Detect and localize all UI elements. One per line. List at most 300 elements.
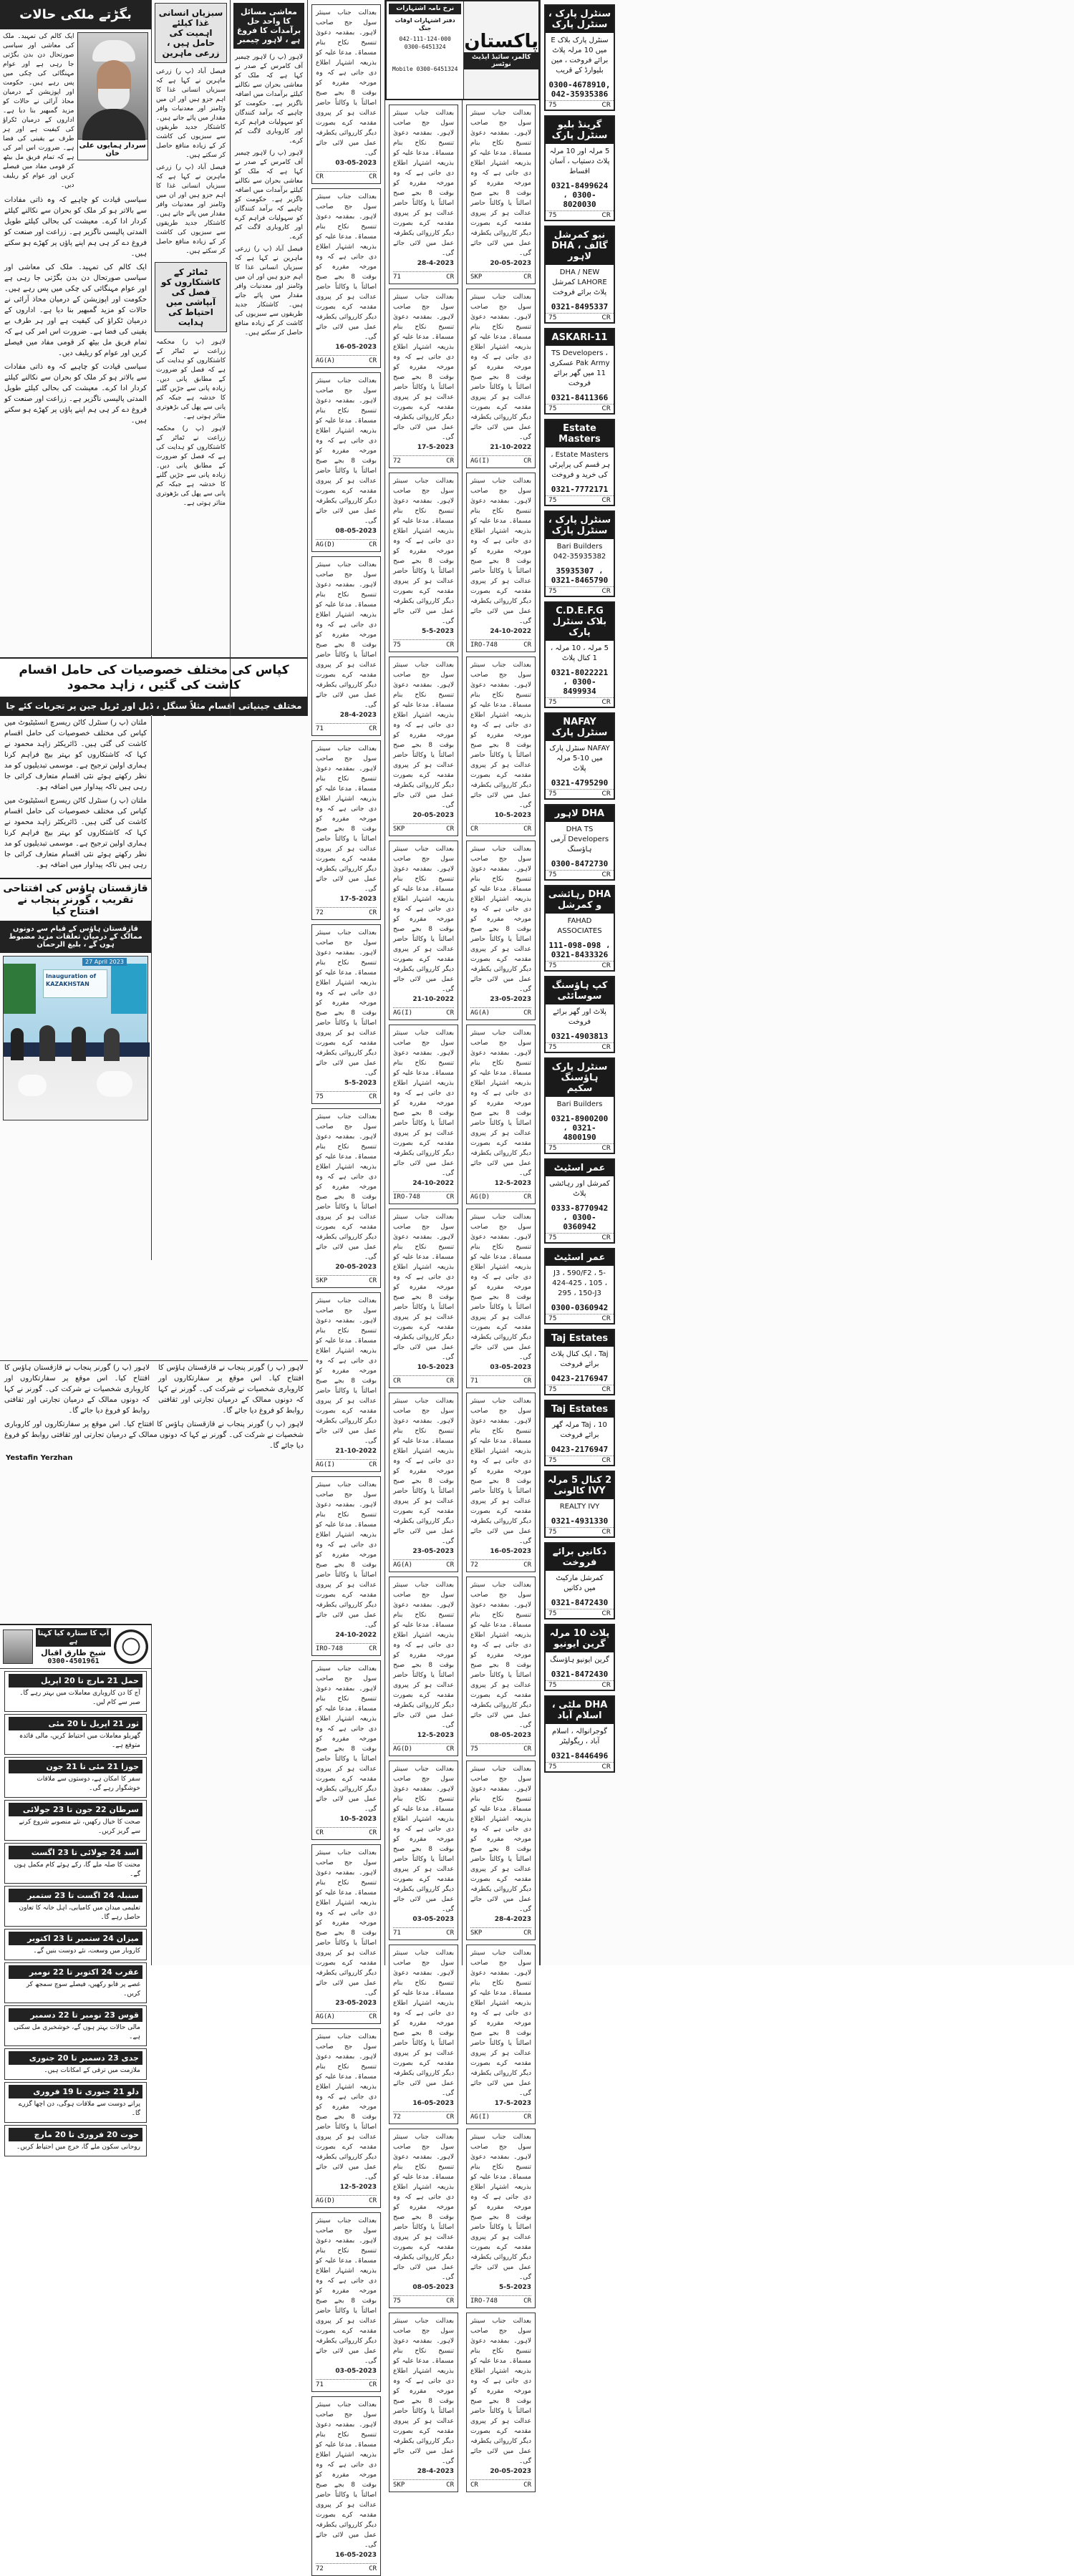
court-notice-ref: CR (446, 641, 454, 649)
ad-phone: 111-098-098 ، 0321-8433326 (548, 941, 611, 959)
court-notice (311, 1108, 381, 1288)
article1-text-more: ایک کالم کی تمہید۔ ملک کی معاشی اور سیاسی صورتحال دن بدن بگڑتی جا رہی ہے اور عوام مہنگائی کی چکی میں پس رہے ہیں۔ حکومت اور اپوزیشن کے درمیان محاذ آرائی نے حالات کو مزید گمبھیر بنا دیا ہے۔ اداروں کے درمیان ٹکراؤ کی کیفیت ہے اور ہر طرف بے یقینی کی فضا ہے۔ ضرورت اس امر کی ہے کہ تمام فریق مل بیٹھ کر قومی مفاد میں فیصلے کریں اور عوام کو ریلیف دیں۔ (4, 263, 147, 357)
ad-title: 2 کنال 5 مرلہ IVY کالونی (546, 1472, 614, 1499)
court-notice-code: 75 (316, 1093, 324, 1100)
cotton-text-cont: ملتان (پ ر) سنٹرل کاٹن ریسرچ انسٹیٹیوٹ میں کپاس کی مختلف خصوصیات کی حامل اقسام کاشت کی گئی ہیں۔ ڈائریکٹر زاہد محمود نے کہا کہ کاشتکاروں کو بہتر بیج فراہم کرنا ہماری اولین ترجیح ہے۔ موسمی تبدیلیوں کو مد نظر رکھتے ہوئے نئی اقسام متعارف کرائی جا رہی ہیں تاکہ پیداوار میں اضافہ ہو۔ (4, 797, 147, 869)
property-ad (544, 1158, 615, 1244)
court-notice-ref: CR (523, 2297, 531, 2305)
court-notice (389, 289, 458, 468)
court-notice-text: بعدالت جناب سینئر سول جج صاحب لاہور۔ بمقدمہ دعویٰ تنسیخ نکاح بنام مسماۃ۔ مدعا علیہ کو بذریعہ اشتہار اطلاع دی جاتی ہے کہ وہ مورخہ مقررہ کو بوقت 8 بجے صبح اصالتاً یا وکالتاً حاضر عدالت ہو کر پیروی مقدمہ کرے بصورت دیگر کارروائی یکطرفہ عمل میں لائی جائے گی۔ (393, 1398, 454, 1545)
zodiac-sign-text: روحانی سکون ملے گا، خرچ میں احتیاط کریں۔ (16, 2144, 140, 2151)
zodiac-sign-text: کاروبار میں وسعت، نئے دوست بنیں گے۔ (33, 1947, 140, 1955)
zodiac-sign-name: ثور 21 اپریل تا 20 مئی (9, 1717, 142, 1730)
kazakhstan-text-1: لاہور (پ ر) گورنر پنجاب نے قازقستان ہاؤس کا افتتاح کیا۔ اس موقع پر سفارتکاروں اور کاروباری شخصیات نے شرکت کی۔ گورنر نے کہا کہ دونوں ممالک کے درمیان تجارتی اور ثقافتی روابط کو فروغ دیا جائے گا۔ (4, 1364, 150, 1415)
court-notice-ref: CR (446, 1193, 454, 1201)
ad-code: 75 (548, 1529, 557, 1536)
property-ad (544, 510, 615, 597)
court-notices-column-a (308, 0, 385, 2572)
court-notice (389, 1025, 458, 1204)
horoscope-author: شیخ طارق اقبال (41, 1648, 106, 1657)
ad-ref: CR (601, 588, 611, 595)
ad-ref: CR (601, 699, 611, 706)
chamber-text-cont: لاہور (پ ر) لاہور چیمبر آف کامرس کے صدر نے کہا ہے کہ ملک کو معاشی بحران سے نکالنے کیلئے برآمدات میں اضافہ ناگزیر ہے۔ حکومت کو چاہیے کہ برآمد کنندگان کو سہولیات فراہم کرے اور کاروباری لاگت کم کرے۔ (235, 150, 303, 241)
zodiac-sign-name: سنبلہ 24 اگست تا 23 ستمبر (9, 1889, 142, 1902)
zodiac-sign (4, 1757, 147, 1798)
court-notice (311, 4, 381, 184)
court-notice (311, 924, 381, 1104)
court-notice-ref: CR (523, 457, 531, 465)
court-notice-code: AG(D) (316, 2197, 336, 2204)
court-notice-text: بعدالت جناب سینئر سول جج صاحب لاہور۔ بمقدمہ دعویٰ تنسیخ نکاح بنام مسماۃ۔ مدعا علیہ کو بذریعہ اشتہار اطلاع دی جاتی ہے کہ وہ مورخہ مقررہ کو بوقت 8 بجے صبح اصالتاً یا وکالتاً حاضر عدالت ہو کر پیروی مقدمہ کرے بصورت دیگر کارروائی یکطرفہ عمل میں لائی جائے گی۔ (316, 561, 377, 709)
ad-ref: CR (601, 1682, 611, 1689)
court-notice (311, 188, 381, 368)
court-notice-date: 24-10-2022 (335, 1632, 377, 1639)
court-notice-code: 75 (393, 2297, 401, 2305)
court-notice (466, 2129, 536, 2308)
court-notice-ref: CR (369, 173, 377, 180)
tomato-text: لاہور (پ ر) محکمہ زراعت نے ٹماٹر کے کاشتکاروں کو ہدایت کی ہے کہ فصل کو ضرورت کے مطابق پانی دیں۔ زیادہ پانی سے جڑیں گلنے کا خدشہ ہے جبکہ کم پانی سے پھل کی بڑھوتری متاثر ہوتی ہے۔ (156, 339, 226, 420)
property-ad (544, 4, 615, 111)
court-notice-ref: CR (446, 457, 454, 465)
court-notice-date: 28-4-2023 (417, 260, 454, 267)
court-notice-code: CR (393, 1377, 401, 1385)
masthead-subtitle: کالمز، سائیڈ ایڈیٹ نوٹسز (464, 52, 538, 69)
zodiac-sign-name: اسد 24 جولائی تا 23 اگست (9, 1846, 142, 1859)
court-notice (389, 1761, 458, 1940)
property-ad (544, 712, 615, 800)
court-notice-date: 03-05-2023 (412, 1916, 454, 1923)
zodiac-sign-name: قوس 23 نومبر تا 22 دسمبر (9, 2008, 142, 2022)
court-notice-code: AG(A) (316, 357, 336, 364)
court-notice-date: 12-5-2023 (494, 1180, 531, 1187)
court-notice-date: 5-5-2023 (498, 2284, 531, 2291)
ad-phone: 0321-8446496 (551, 1751, 609, 1761)
property-ad (544, 1248, 615, 1325)
court-notice-code: AG(I) (470, 457, 490, 465)
columnist-caption: سردار ہمایوں علی خان (77, 140, 149, 160)
court-notice-code: CR (470, 2481, 478, 2489)
ad-body: 5 مرلہ اور 10 مرلہ پلاٹ دستیاب ، آسان اقساط (549, 147, 610, 175)
zodiac-sign-text: غصے پر قابو رکھیں، فیصلے سوچ سمجھ کر کریں۔ (26, 1981, 140, 1998)
ad-code: 75 (548, 1386, 557, 1393)
court-notice-ref: CR (369, 541, 377, 548)
court-notice-date: 20-05-2023 (490, 260, 531, 267)
court-notice-text: بعدالت جناب سینئر سول جج صاحب لاہور۔ بمقدمہ دعویٰ تنسیخ نکاح بنام مسماۃ۔ مدعا علیہ کو بذریعہ اشتہار اطلاع دی جاتی ہے کہ وہ مورخہ مقررہ کو بوقت 8 بجے صبح اصالتاً یا وکالتاً حاضر عدالت ہو کر پیروی مقدمہ کرے بصورت دیگر کارروائی یکطرفہ عمل میں لائی جائے گی۔ (393, 2318, 454, 2465)
ad-title: ASKARI-11 (546, 329, 614, 346)
court-notice-text: بعدالت جناب سینئر سول جج صاحب لاہور۔ بمقدمہ دعویٰ تنسیخ نکاح بنام مسماۃ۔ مدعا علیہ کو بذریعہ اشتہار اطلاع دی جاتی ہے کہ وہ مورخہ مقررہ کو بوقت 8 بجے صبح اصالتاً یا وکالتاً حاضر عدالت ہو کر پیروی مقدمہ کرے بصورت دیگر کارروائی یکطرفہ عمل میں لائی جائے گی۔ (470, 1582, 531, 1729)
court-notice-code: AG(I) (393, 1009, 413, 1017)
court-notice-code: SKP (393, 2481, 405, 2489)
court-notice-ref: CR (446, 2113, 454, 2121)
court-notice-code: AG(D) (393, 1745, 413, 1753)
court-notice (466, 2313, 536, 2492)
court-notice-text: بعدالت جناب سینئر سول جج صاحب لاہور۔ بمقدمہ دعویٰ تنسیخ نکاح بنام مسماۃ۔ مدعا علیہ کو بذریعہ اشتہار اطلاع دی جاتی ہے کہ وہ مورخہ مقررہ کو بوقت 8 بجے صبح اصالتاً یا وکالتاً حاضر عدالت ہو کر پیروی مقدمہ کرے بصورت دیگر کارروائی یکطرفہ عمل میں لائی جائے گی۔ (470, 1214, 531, 1361)
ad-body: Estate Masters ، ہر قسم کی پراپرٹی کی خرید و فروخت (549, 451, 610, 479)
court-notice-date: 21-10-2022 (490, 444, 531, 451)
court-notice-ref: CR (446, 1929, 454, 1937)
court-notice-code: AG(I) (316, 1461, 336, 1468)
horoscope-phone: 0300-4501961 (47, 1657, 100, 1665)
court-notice-ref: CR (523, 1745, 531, 1753)
property-ad (544, 226, 615, 324)
court-notice-date: 10-5-2023 (494, 812, 531, 819)
ad-body: FAHAD ASSOCIATES (557, 917, 602, 935)
court-notice (466, 1577, 536, 1756)
ad-title: پلاٹ 10 مرلہ گرین ایونیو (546, 1625, 614, 1652)
court-notice-date: 16-05-2023 (490, 1548, 531, 1555)
kazakhstan-text-2: لاہور (پ ر) گورنر پنجاب نے قازقستان ہاؤس کا افتتاح کیا۔ اس موقع پر سفارتکاروں اور کاروباری شخصیات نے شرکت کی۔ گورنر نے کہا کہ دونوں ممالک کے درمیان تجارتی اور ثقافتی روابط کو فروغ دیا جائے گا۔ (158, 1364, 304, 1415)
ad-phone: 0321-4795290 (551, 778, 609, 788)
court-notice-date: 16-05-2023 (335, 344, 377, 351)
ad-title: سنٹرل پارک ، سنٹرل پارک (546, 6, 614, 33)
court-notice (389, 841, 458, 1020)
court-notice-ref: CR (369, 2565, 377, 2572)
ad-phone: 35935307 ، 0321-8465790 (551, 566, 609, 585)
court-notice-text: بعدالت جناب سینئر سول جج صاحب لاہور۔ بمقدمہ دعویٰ تنسیخ نکاح بنام مسماۃ۔ مدعا علیہ کو بذریعہ اشتہار اطلاع دی جاتی ہے کہ وہ مورخہ مقررہ کو بوقت 8 بجے صبح اصالتاً یا وکالتاً حاضر عدالت ہو کر پیروی مقدمہ کرے بصورت دیگر کارروائی یکطرفہ عمل میں لائی جائے گی۔ (393, 2134, 454, 2281)
photo-banner: Inauguration of KAZAKHSTAN (43, 969, 107, 998)
article1-title: بگڑتے ملکی حالات (0, 0, 151, 29)
court-notice (389, 1577, 458, 1756)
zodiac-sign (4, 2048, 147, 2080)
court-notice-date: 20-05-2023 (490, 2468, 531, 2475)
zodiac-list (0, 1671, 151, 2156)
court-notice-text: بعدالت جناب سینئر سول جج صاحب لاہور۔ بمقدمہ دعویٰ تنسیخ نکاح بنام مسماۃ۔ مدعا علیہ کو بذریعہ اشتہار اطلاع دی جاتی ہے کہ وہ مورخہ مقررہ کو بوقت 8 بجے صبح اصالتاً یا وکالتاً حاضر عدالت ہو کر پیروی مقدمہ کرے بصورت دیگر کارروائی یکطرفہ عمل میں لائی جائے گی۔ (470, 294, 531, 441)
court-notice-date: 23-05-2023 (412, 1548, 454, 1555)
ad-code: 75 (548, 212, 557, 219)
court-notice-ref: CR (523, 273, 531, 281)
court-notice (311, 1476, 381, 1656)
ad-code: 75 (548, 962, 557, 969)
zodiac-sign (4, 1714, 147, 1755)
ad-body: سنٹرل پارک بلاک E میں 10 مرلہ پلاٹ برائے فروخت ، مین بلیوارڈ کے قریب (551, 37, 609, 74)
court-notice-code: 71 (316, 2381, 324, 2388)
court-notice-ref: CR (523, 825, 531, 833)
court-notice (311, 1844, 381, 2024)
court-notice-date: 20-05-2023 (335, 1264, 377, 1271)
court-notice-date: 28-4-2023 (417, 2468, 454, 2475)
court-notice-ref: CR (523, 1193, 531, 1201)
horoscope-title: آپ کا ستارہ کیا کہتا ہے (36, 1628, 111, 1647)
court-notice-ref: CR (369, 1645, 377, 1652)
ad-phone: 0321-8499624 ، 0300-8020030 (551, 181, 609, 209)
property-ad (544, 1329, 615, 1395)
zodiac-wheel-icon (114, 1630, 148, 1664)
ad-code: 75 (548, 871, 557, 878)
ad-ref: CR (601, 497, 611, 504)
chamber-text: لاہور (پ ر) لاہور چیمبر آف کامرس کے صدر نے کہا ہے کہ ملک کو معاشی بحران سے نکالنے کیلئے برآمدات میں اضافہ ناگزیر ہے۔ حکومت کو چاہیے کہ برآمد کنندگان کو سہولیات فراہم کرے اور کاروباری لاگت کم کرے۔ (235, 54, 303, 145)
court-notice-date: 10-5-2023 (417, 1364, 454, 1371)
court-notices-column-b (385, 100, 463, 2489)
ad-code: 75 (548, 102, 557, 109)
court-notice-code: IRO-748 (470, 2297, 498, 2305)
ad-body: 5 مرلہ ، 10 مرلہ ، 1 کنال پلاٹ (550, 644, 609, 662)
court-notice-date: 20-05-2023 (412, 812, 454, 819)
court-notice-text: بعدالت جناب سینئر سول جج صاحب لاہور۔ بمقدمہ دعویٰ تنسیخ نکاح بنام مسماۃ۔ مدعا علیہ کو بذریعہ اشتہار اطلاع دی جاتی ہے کہ وہ مورخہ مقررہ کو بوقت 8 بجے صبح اصالتاً یا وکالتاً حاضر عدالت ہو کر پیروی مقدمہ کرے بصورت دیگر کارروائی یکطرفہ عمل میں لائی جائے گی۔ (393, 1950, 454, 2097)
zodiac-sign-name: حمل 21 مارچ تا 20 اپریل (9, 1674, 142, 1688)
zodiac-sign (4, 1886, 147, 1927)
ad-code: 75 (548, 1610, 557, 1617)
ad-ref: CR (601, 871, 611, 878)
court-notice-code: SKP (470, 1929, 483, 1937)
zodiac-sign (4, 1929, 147, 1960)
ad-ref: CR (601, 1315, 611, 1322)
court-notice-code: IRO-748 (316, 1645, 343, 1652)
court-notice (466, 841, 536, 1020)
court-notice-date: 24-10-2022 (490, 628, 531, 635)
court-notice (389, 1945, 458, 2124)
phone-2: 0300-6451324 (404, 44, 446, 50)
court-notice-date: 12-5-2023 (417, 1732, 454, 1739)
vegetables-text: فیصل آباد (پ ر) زرعی ماہرین نے کہا ہے کہ سبزیاں انسانی غذا کا اہم جزو ہیں اور ان میں وٹامنز اور معدنیات وافر مقدار میں پائے جاتے ہیں۔ کاشتکار جدید طریقوں سے سبزیوں کی کاشت کر کے زیادہ منافع حاصل کر سکتے ہیں۔ (156, 68, 226, 159)
court-notice (311, 2028, 381, 2208)
ad-title: دکانیں برائے فروخت (546, 1544, 614, 1571)
property-ad (544, 115, 615, 221)
ad-body: Taj ، 10 مرلہ گھر برائے فروخت (552, 1421, 607, 1439)
ad-code: 75 (548, 699, 557, 706)
property-ad (544, 976, 615, 1053)
court-notice-code: AG(A) (316, 2013, 336, 2020)
ad-body: کمرشل اور رہائشی پلاٹ (549, 1180, 610, 1198)
property-ad (544, 1624, 615, 1691)
zodiac-sign-text: گھریلو معاملات میں احتیاط کریں، مالی فائدہ متوقع ہے۔ (19, 1733, 140, 1749)
court-notice (311, 2212, 381, 2392)
court-notice-ref: CR (446, 2481, 454, 2489)
ad-body: پلاٹ اور گھر برائے فروخت (553, 1008, 606, 1026)
zodiac-sign (4, 1800, 147, 1841)
court-notice-date: 03-05-2023 (490, 1364, 531, 1371)
property-ad (544, 1471, 615, 1538)
ad-code: 75 (548, 1457, 557, 1464)
court-notice-date: 17-5-2023 (339, 896, 377, 903)
court-notice-code: 72 (393, 2113, 401, 2121)
court-notice-ref: CR (446, 1377, 454, 1385)
zodiac-sign-text: صحت کا خیال رکھیں، نئے منصوبے شروع کرنے سے گریز کریں۔ (19, 1819, 140, 1835)
court-notice-code: IRO-748 (470, 641, 498, 649)
court-notice-code: AG(D) (316, 541, 336, 548)
ad-phone: 0300-8472730 (551, 859, 609, 868)
ad-body: Taj ، ایک کنال پلاٹ برائے فروخت (551, 1350, 609, 1368)
court-notice-ref: CR (523, 2481, 531, 2489)
ad-ref: CR (601, 1145, 611, 1152)
ad-code: 75 (548, 314, 557, 321)
court-notice-ref: CR (369, 909, 377, 916)
court-notice (389, 2313, 458, 2492)
ad-body: گوجرانوالہ ، اسلام آباد ، ریگولیٹر (552, 1728, 607, 1745)
court-notice-text: بعدالت جناب سینئر سول جج صاحب لاہور۔ بمقدمہ دعویٰ تنسیخ نکاح بنام مسماۃ۔ مدعا علیہ کو بذریعہ اشتہار اطلاع دی جاتی ہے کہ وہ مورخہ مقررہ کو بوقت 8 بجے صبح اصالتاً یا وکالتاً حاضر عدالت ہو کر پیروی مقدمہ کرے بصورت دیگر کارروائی یکطرفہ عمل میں لائی جائے گی۔ (316, 2217, 377, 2365)
kazakhstan-signature: Yestafin Yerzhan (6, 1454, 73, 1462)
ad-phone: 0321-8495337 (551, 302, 609, 311)
ad-body: گرین ایونیو ہاؤسنگ (550, 1656, 609, 1664)
court-notice-ref: CR (369, 1829, 377, 1836)
ad-phone: 0321-8472430 (551, 1670, 609, 1679)
ad-ref: CR (601, 790, 611, 798)
ad-title: Taj Estates (546, 1401, 614, 1418)
ad-body: کمرشل مارکیٹ میں دکانیں (556, 1574, 604, 1592)
ad-ref: CR (601, 962, 611, 969)
court-notice-text: بعدالت جناب سینئر سول جج صاحب لاہور۔ بمقدمہ دعویٰ تنسیخ نکاح بنام مسماۃ۔ مدعا علیہ کو بذریعہ اشتہار اطلاع دی جاتی ہے کہ وہ مورخہ مقررہ کو بوقت 8 بجے صبح اصالتاً یا وکالتاً حاضر عدالت ہو کر پیروی مقدمہ کرے بصورت دیگر کارروائی یکطرفہ عمل میں لائی جائے گی۔ (316, 1297, 377, 1445)
court-notice-date: 5-5-2023 (421, 628, 454, 635)
ad-code: 75 (548, 405, 557, 412)
ad-phone: 0321-8022221 ، 0300-8499934 (551, 668, 609, 696)
property-ad (544, 804, 615, 881)
ad-phone: 0423-2176947 (551, 1374, 609, 1383)
ad-code: 75 (548, 1234, 557, 1241)
ad-body: J3 ، 590/F2 ، 5-424-425 ، 105 ، 295 ، 150-J3 (552, 1269, 607, 1297)
office-title: دفتر اشتہارات اوقات جنگ (395, 17, 455, 32)
ad-title: Estate Masters (546, 420, 614, 447)
court-notice-ref: CR (369, 2381, 377, 2388)
rates-title: نرخ نامہ اشتہارات (389, 4, 461, 14)
photo-date: 27 April 2023 (82, 958, 127, 966)
court-notice-code: IRO-748 (393, 1193, 420, 1201)
mobile-number: Mobile 0300-6451324 (392, 66, 458, 72)
court-notice (389, 473, 458, 652)
kazakhstan-text-3: لاہور (پ ر) گورنر پنجاب نے قازقستان ہاؤس کا افتتاح کیا۔ اس موقع پر سفارتکاروں اور کاروباری شخصیات نے شرکت کی۔ گورنر نے کہا کہ دونوں ممالک کے درمیان تجارتی اور ثقافتی روابط کو فروغ دیا جائے گا۔ (4, 1420, 304, 1450)
court-notice-date: 28-4-2023 (494, 1916, 531, 1923)
court-notice (466, 105, 536, 284)
court-notice (389, 1393, 458, 1572)
zodiac-sign-name: دلو 21 جنوری تا 19 فروری (9, 2085, 142, 2098)
court-notice-ref: CR (446, 273, 454, 281)
court-notice-ref: CR (369, 2197, 377, 2204)
court-notice-text: بعدالت جناب سینئر سول جج صاحب لاہور۔ بمقدمہ دعویٰ تنسیخ نکاح بنام مسماۃ۔ مدعا علیہ کو بذریعہ اشتہار اطلاع دی جاتی ہے کہ وہ مورخہ مقررہ کو بوقت 8 بجے صبح اصالتاً یا وکالتاً حاضر عدالت ہو کر پیروی مقدمہ کرے بصورت دیگر کارروائی یکطرفہ عمل میں لائی جائے گی۔ (316, 1849, 377, 1997)
court-notice (311, 1292, 381, 1472)
court-notice-ref: CR (369, 2013, 377, 2020)
property-ad (544, 601, 615, 708)
court-notice-text: بعدالت جناب سینئر سول جج صاحب لاہور۔ بمقدمہ دعویٰ تنسیخ نکاح بنام مسماۃ۔ مدعا علیہ کو بذریعہ اشتہار اطلاع دی جاتی ہے کہ وہ مورخہ مقررہ کو بوقت 8 بجے صبح اصالتاً یا وکالتاً حاضر عدالت ہو کر پیروی مقدمہ کرے بصورت دیگر کارروائی یکطرفہ عمل میں لائی جائے گی۔ (316, 745, 377, 893)
ad-ref: CR (601, 1529, 611, 1536)
court-notice-code: 71 (393, 1929, 401, 1937)
court-notice-ref: CR (446, 825, 454, 833)
court-notice-code: AG(A) (470, 1009, 490, 1017)
court-notice (466, 473, 536, 652)
court-notice (389, 105, 458, 284)
ad-ref: CR (601, 1386, 611, 1393)
chamber-headline: معاشی مسائل کا واحد حل برآمدات کا فروغ ہے ، لاہور چیمبر (233, 3, 304, 49)
court-notice (311, 740, 381, 920)
court-notice-code: CR (470, 825, 478, 833)
court-notice-text: بعدالت جناب سینئر سول جج صاحب لاہور۔ بمقدمہ دعویٰ تنسیخ نکاح بنام مسماۃ۔ مدعا علیہ کو بذریعہ اشتہار اطلاع دی جاتی ہے کہ وہ مورخہ مقررہ کو بوقت 8 بجے صبح اصالتاً یا وکالتاً حاضر عدالت ہو کر پیروی مقدمہ کرے بصورت دیگر کارروائی یکطرفہ عمل میں لائی جائے گی۔ (393, 1582, 454, 1729)
court-notice-date: 23-05-2023 (335, 2000, 377, 2007)
zodiac-sign-text: آج کا دن کاروباری معاملات میں بہتر رہے گا۔ صبر سے کام لیں۔ (19, 1690, 140, 1706)
court-notice-ref: CR (446, 1009, 454, 1017)
court-notice-text: بعدالت جناب سینئر سول جج صاحب لاہور۔ بمقدمہ دعویٰ تنسیخ نکاح بنام مسماۃ۔ مدعا علیہ کو بذریعہ اشتہار اطلاع دی جاتی ہے کہ وہ مورخہ مقررہ کو بوقت 8 بجے صبح اصالتاً یا وکالتاً حاضر عدالت ہو کر پیروی مقدمہ کرے بصورت دیگر کارروائی یکطرفہ عمل میں لائی جائے گی۔ (393, 1766, 454, 1913)
ad-body: REALTY IVY (559, 1503, 600, 1511)
zodiac-sign-name: جدی 23 دسمبر تا 20 جنوری (9, 2051, 142, 2065)
ad-code: 75 (548, 1145, 557, 1152)
court-notice-text: بعدالت جناب سینئر سول جج صاحب لاہور۔ بمقدمہ دعویٰ تنسیخ نکاح بنام مسماۃ۔ مدعا علیہ کو بذریعہ اشتہار اطلاع دی جاتی ہے کہ وہ مورخہ مقررہ کو بوقت 8 بجے صبح اصالتاً یا وکالتاً حاضر عدالت ہو کر پیروی مقدمہ کرے بصورت دیگر کارروائی یکطرفہ عمل میں لائی جائے گی۔ (470, 2134, 531, 2281)
zodiac-sign (4, 2005, 147, 2046)
property-ad (544, 1695, 615, 1773)
court-notice-code: 71 (393, 273, 401, 281)
court-notice (466, 1945, 536, 2124)
vegetables-text-cont: فیصل آباد (پ ر) زرعی ماہرین نے کہا ہے کہ سبزیاں انسانی غذا کا اہم جزو ہیں اور ان میں وٹامنز اور معدنیات وافر مقدار میں پائے جاتے ہیں۔ کاشتکار جدید طریقوں سے سبزیوں کی کاشت کر کے زیادہ منافع حاصل کر سکتے ہیں۔ (156, 164, 226, 255)
court-notice-date: 16-05-2023 (335, 2552, 377, 2559)
zodiac-sign (4, 1671, 147, 1712)
property-ad (544, 328, 615, 415)
property-ad (544, 1542, 615, 1619)
chamber-text-more: فیصل آباد (پ ر) زرعی ماہرین نے کہا ہے کہ سبزیاں انسانی غذا کا اہم جزو ہیں اور ان میں وٹامنز اور معدنیات وافر مقدار میں پائے جاتے ہیں۔ کاشتکار جدید طریقوں سے سبزیوں کی کاشت کر کے زیادہ منافع حاصل کر سکتے ہیں۔ (235, 246, 303, 336)
ad-body: Bari Builders 042-35935382 (553, 543, 606, 561)
court-notice (466, 289, 536, 468)
ad-code: 75 (548, 1315, 557, 1322)
vegetables-headline: سبزیاں انسانی غذا کیلئے اہمیت کی حامل ہیں ، زرعی ماہرین (155, 3, 227, 63)
ad-ref: CR (601, 1234, 611, 1241)
ad-ref: CR (601, 1457, 611, 1464)
court-notice-ref: CR (369, 1093, 377, 1100)
kazakhstan-headline: قازقستان ہاؤس کی افتتاحی تقریب ، گورنر پنجاب نے افتتاح کیا (3, 883, 148, 917)
property-ad (544, 1057, 615, 1154)
ad-body: NAFAY سنٹرل پارک میں 10-5 مرلہ پلاٹ (549, 745, 610, 773)
court-notice-ref: CR (523, 641, 531, 649)
court-notice-text: بعدالت جناب سینئر سول جج صاحب لاہور۔ بمقدمہ دعویٰ تنسیخ نکاح بنام مسماۃ۔ مدعا علیہ کو بذریعہ اشتہار اطلاع دی جاتی ہے کہ وہ مورخہ مقررہ کو بوقت 8 بجے صبح اصالتاً یا وکالتاً حاضر عدالت ہو کر پیروی مقدمہ کرے بصورت دیگر کارروائی یکطرفہ عمل میں لائی جائے گی۔ (470, 846, 531, 993)
court-notice-text: بعدالت جناب سینئر سول جج صاحب لاہور۔ بمقدمہ دعویٰ تنسیخ نکاح بنام مسماۃ۔ مدعا علیہ کو بذریعہ اشتہار اطلاع دی جاتی ہے کہ وہ مورخہ مقررہ کو بوقت 8 بجے صبح اصالتاً یا وکالتاً حاضر عدالت ہو کر پیروی مقدمہ کرے بصورت دیگر کارروائی یکطرفہ عمل میں لائی جائے گی۔ (470, 478, 531, 625)
ad-title: گرینڈ بلیو سنٹرل پارک (546, 117, 614, 144)
court-notice-date: 03-05-2023 (335, 160, 377, 167)
court-notice (311, 2396, 381, 2576)
court-notice-ref: CR (446, 1561, 454, 1569)
ad-phone: 0423-2176947 (551, 1445, 609, 1454)
ad-phone: 0321-7772171 (551, 485, 609, 494)
court-notice-text: بعدالت جناب سینئر سول جج صاحب لاہور۔ بمقدمہ دعویٰ تنسیخ نکاح بنام مسماۃ۔ مدعا علیہ کو بذریعہ اشتہار اطلاع دی جاتی ہے کہ وہ مورخہ مقررہ کو بوقت 8 بجے صبح اصالتاً یا وکالتاً حاضر عدالت ہو کر پیروی مقدمہ کرے بصورت دیگر کارروائی یکطرفہ عمل میں لائی جائے گی۔ (393, 662, 454, 809)
court-notice-code: 75 (393, 641, 401, 649)
zodiac-sign-text: مالی حالات بہتر ہوں گے، خوشخبری مل سکتی ہے۔ (14, 2024, 140, 2040)
court-notice-ref: CR (523, 1561, 531, 1569)
ad-phone: 0321-8900200 ، 0321-4800190 (551, 1114, 609, 1142)
court-notice-ref: CR (369, 1277, 377, 1284)
ad-code: 75 (548, 1682, 557, 1689)
ad-body: DHA / NEW LAHORE کمرشل پلاٹ برائے فروخت (552, 268, 607, 296)
court-notice-text: بعدالت جناب سینئر سول جج صاحب لاہور۔ بمقدمہ دعویٰ تنسیخ نکاح بنام مسماۃ۔ مدعا علیہ کو بذریعہ اشتہار اطلاع دی جاتی ہے کہ وہ مورخہ مقررہ کو بوقت 8 بجے صبح اصالتاً یا وکالتاً حاضر عدالت ہو کر پیروی مقدمہ کرے بصورت دیگر کارروائی یکطرفہ عمل میں لائی جائے گی۔ (470, 1766, 531, 1913)
ad-ref: CR (601, 405, 611, 412)
ad-body: DHA TS Developers آرمی ہاؤسنگ (550, 825, 609, 853)
ad-title: DHA لاہور (546, 805, 614, 822)
court-notice-text: بعدالت جناب سینئر سول جج صاحب لاہور۔ بمقدمہ دعویٰ تنسیخ نکاح بنام مسماۃ۔ مدعا علیہ کو بذریعہ اشتہار اطلاع دی جاتی ہے کہ وہ مورخہ مقررہ کو بوقت 8 بجے صبح اصالتاً یا وکالتاً حاضر عدالت ہو کر پیروی مقدمہ کرے بصورت دیگر کارروائی یکطرفہ عمل میں لائی جائے گی۔ (393, 846, 454, 993)
court-notice-date: 10-5-2023 (339, 1816, 377, 1823)
court-notice-code: AG(A) (393, 1561, 413, 1569)
ad-title: عمر اسٹیٹ (546, 1160, 614, 1176)
court-notice-text: بعدالت جناب سینئر سول جج صاحب لاہور۔ بمقدمہ دعویٰ تنسیخ نکاح بنام مسماۃ۔ مدعا علیہ کو بذریعہ اشتہار اطلاع دی جاتی ہے کہ وہ مورخہ مقررہ کو بوقت 8 بجے صبح اصالتاً یا وکالتاً حاضر عدالت ہو کر پیروی مقدمہ کرے بصورت دیگر کارروائی یکطرفہ عمل میں لائی جائے گی۔ (316, 9, 377, 157)
court-notice (466, 657, 536, 836)
court-notice-text: بعدالت جناب سینئر سول جج صاحب لاہور۔ بمقدمہ دعویٰ تنسیخ نکاح بنام مسماۃ۔ مدعا علیہ کو بذریعہ اشتہار اطلاع دی جاتی ہے کہ وہ مورخہ مقررہ کو بوقت 8 بجے صبح اصالتاً یا وکالتاً حاضر عدالت ہو کر پیروی مقدمہ کرے بصورت دیگر کارروائی یکطرفہ عمل میں لائی جائے گی۔ (393, 478, 454, 625)
tomato-headline: ٹماٹر کے کاشتکاروں کو فصل کی آبپاشی میں احتیاط کی ہدایت (155, 262, 227, 332)
court-notice-date: 17-5-2023 (417, 444, 454, 451)
court-notice-code: CR (316, 1829, 324, 1836)
court-notice-text: بعدالت جناب سینئر سول جج صاحب لاہور۔ بمقدمہ دعویٰ تنسیخ نکاح بنام مسماۃ۔ مدعا علیہ کو بذریعہ اشتہار اطلاع دی جاتی ہے کہ وہ مورخہ مقررہ کو بوقت 8 بجے صبح اصالتاً یا وکالتاً حاضر عدالت ہو کر پیروی مقدمہ کرے بصورت دیگر کارروائی یکطرفہ عمل میں لائی جائے گی۔ (316, 1665, 377, 1813)
horoscope-section (0, 1624, 152, 2151)
court-notice-date: 12-5-2023 (339, 2184, 377, 2191)
court-notice-text: بعدالت جناب سینئر سول جج صاحب لاہور۔ بمقدمہ دعویٰ تنسیخ نکاح بنام مسماۃ۔ مدعا علیہ کو بذریعہ اشتہار اطلاع دی جاتی ہے کہ وہ مورخہ مقررہ کو بوقت 8 بجے صبح اصالتاً یا وکالتاً حاضر عدالت ہو کر پیروی مقدمہ کرے بصورت دیگر کارروائی یکطرفہ عمل میں لائی جائے گی۔ (470, 1030, 531, 1177)
ad-phone: 0321-8472430 (551, 1598, 609, 1607)
court-notice-ref: CR (369, 1461, 377, 1468)
court-notice-date: 21-10-2022 (335, 1448, 377, 1455)
court-notice-text: بعدالت جناب سینئر سول جج صاحب لاہور۔ بمقدمہ دعویٰ تنسیخ نکاح بنام مسماۃ۔ مدعا علیہ کو بذریعہ اشتہار اطلاع دی جاتی ہے کہ وہ مورخہ مقررہ کو بوقت 8 بجے صبح اصالتاً یا وکالتاً حاضر عدالت ہو کر پیروی مقدمہ کرے بصورت دیگر کارروائی یکطرفہ عمل میں لائی جائے گی۔ (393, 1030, 454, 1177)
court-notice-text: بعدالت جناب سینئر سول جج صاحب لاہور۔ بمقدمہ دعویٰ تنسیخ نکاح بنام مسماۃ۔ مدعا علیہ کو بذریعہ اشتہار اطلاع دی جاتی ہے کہ وہ مورخہ مقررہ کو بوقت 8 بجے صبح اصالتاً یا وکالتاً حاضر عدالت ہو کر پیروی مقدمہ کرے بصورت دیگر کارروائی یکطرفہ عمل میں لائی جائے گی۔ (316, 193, 377, 341)
court-notice-ref: CR (369, 725, 377, 732)
court-notice (466, 1025, 536, 1204)
court-notice-text: بعدالت جناب سینئر سول جج صاحب لاہور۔ بمقدمہ دعویٰ تنسیخ نکاح بنام مسماۃ۔ مدعا علیہ کو بذریعہ اشتہار اطلاع دی جاتی ہے کہ وہ مورخہ مقررہ کو بوقت 8 بجے صبح اصالتاً یا وکالتاً حاضر عدالت ہو کر پیروی مقدمہ کرے بصورت دیگر کارروائی یکطرفہ عمل میں لائی جائے گی۔ (316, 2033, 377, 2181)
property-ad (544, 419, 615, 506)
ad-code: 75 (548, 1044, 557, 1051)
court-notice-date: 23-05-2023 (490, 996, 531, 1003)
article1-text-side: ایک کالم کی تمہید۔ ملک کی معاشی اور سیاسی صورتحال دن بدن بگڑتی جا رہی ہے اور عوام مہنگائی کی چکی میں پس رہے ہیں۔ حکومت اور اپوزیشن کے درمیان محاذ آرائی نے حالات کو مزید گمبھیر بنا دیا ہے۔ اداروں کے درمیان ٹکراؤ کی کیفیت ہے اور ہر طرف بے یقینی کی فضا ہے۔ ضرورت اس امر کی ہے کہ تمام فریق مل بیٹھ کر قومی مفاد میں فیصلے کریں اور عوام کو ریلیف دیں۔ (3, 33, 74, 189)
court-notice (311, 1660, 381, 1840)
ad-phone: 0321-4931330 (551, 1516, 609, 1526)
ad-title: DHA ملٹی ، اسلام آباد (546, 1697, 614, 1724)
tomato-text-cont: لاہور (پ ر) محکمہ زراعت نے ٹماٹر کے کاشتکاروں کو ہدایت کی ہے کہ فصل کو ضرورت کے مطابق پانی دیں۔ زیادہ پانی سے جڑیں گلنے کا خدشہ ہے جبکہ کم پانی سے پھل کی بڑھوتری متاثر ہوتی ہے۔ (156, 425, 226, 507)
real-estate-ads-column (540, 0, 619, 1965)
court-notice-date: 24-10-2022 (412, 1180, 454, 1187)
